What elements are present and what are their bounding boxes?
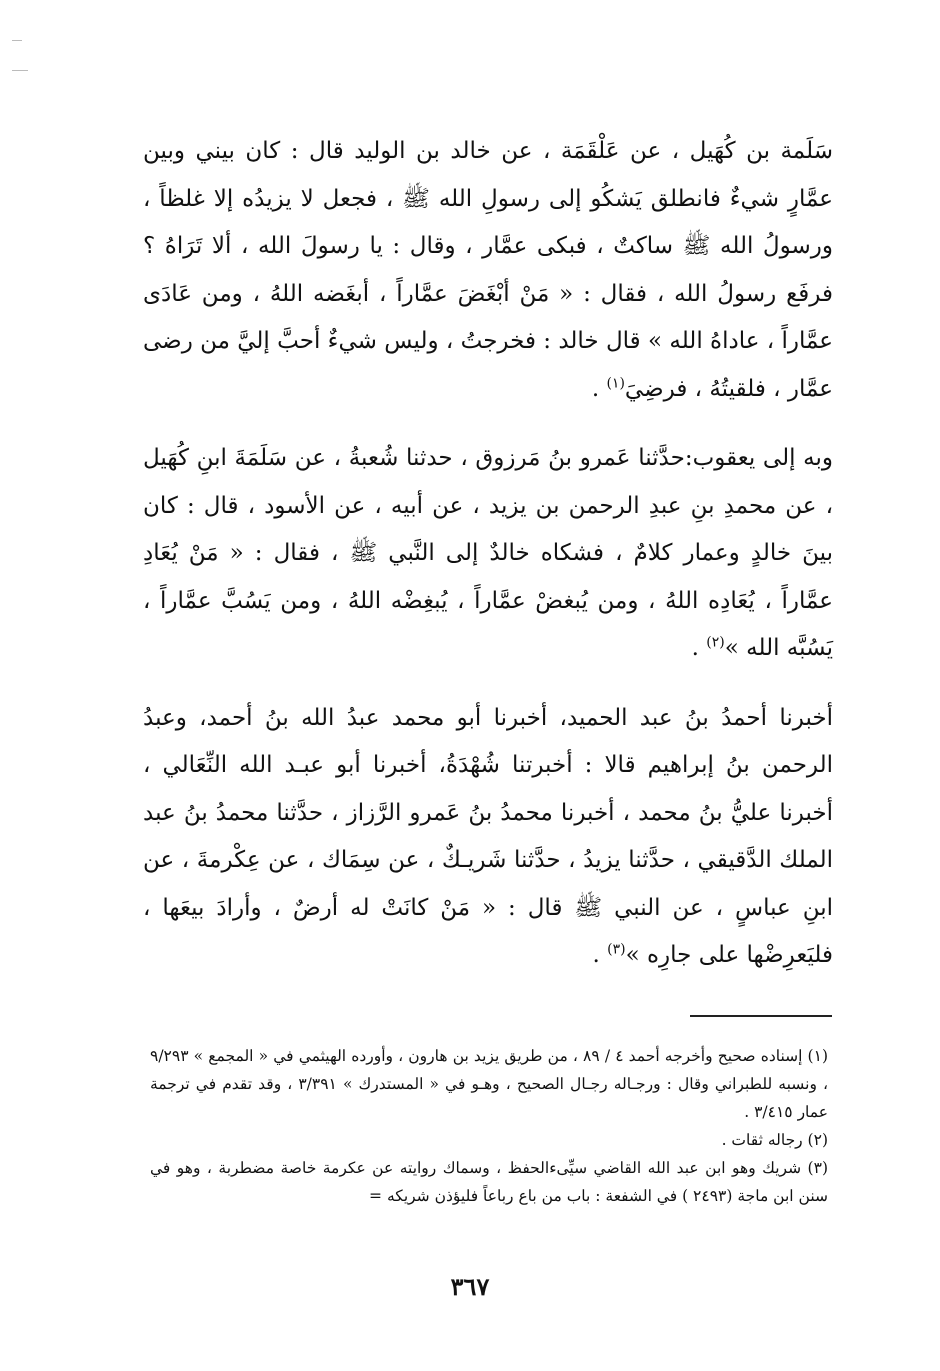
paragraph xyxy=(143,435,833,673)
footnote-ref: (٢) xyxy=(706,634,725,651)
paragraph-text: سَلَمة بن كُهَيل ، عن عَلْقَمَة ، عن خالد بن الوليد قال : كان بيني وبين عمَّارٍ شيءٌ فانطلق يَشكُو إلى رسولِ الله ﷺ ، فجعل لا يزيدُه إلا غلظاً ، ورسولُ الله ﷺ ساكتٌ ، فبكى عمَّار ، وقال : يا رسولَ الله ، ألا تَرَاهُ ؟ فرفَع رسولُ الله ، فقال : « مَنْ أبْغَضَ عمَّاراً ، أبغَضه اللهُ ، ومن عَادَى عمَّاراً ، عاداهُ الله » قال خالد : فخرجتُ ، وليس شيءٌ أحبَّ إليَّ من رضى عمَّار ، فلقيتُهُ ، فرضِيَ xyxy=(143,138,833,402)
paragraph xyxy=(143,695,833,980)
footnote-ref: (٣) xyxy=(607,941,626,958)
footnote: (٣) شريك وهو ابن عبد الله القاضي سيِّىءالحفظ ، وسماك روايته عن عكرمة خاصة مضطربة ، وهو في سنن ابن ماجة (٢٤٩٣ ) في الشفعة : باب من باع رباعاً فليؤذن شريكه = xyxy=(150,1159,828,1205)
footnotes xyxy=(150,1042,828,1210)
footnote: (١) إسناده صحيح وأخرجه أحمد ٤ / ٨٩ ، من طريق يزيد بن هارون ، وأورده الهيثمي في « المجمع » ٩/٢٩٣ ، ونسبه للطبراني وقال : ورجـاله رجـال الصحيح ، وهـو في « المستدرك » ٣/٣٩١ ، وقد تقدم في ترجمة عمار ٣/٤١٥ . xyxy=(150,1047,829,1121)
scan-mark xyxy=(12,40,22,41)
paragraph-text: أخبرنا أحمدُ بنُ عبد الحميد، أخبرنا أبو محمد عبدُ الله بنُ أحمد، وعبدُ الرحمن بنُ إبراهيم قالا : أخبرتنا شُهْدَةُ، أخبرنا أبو عبـد الله النِّعَالي ، أخبرنا عليُّ بنُ محمد ، أخبرنا محمدُ بنُ عَمرو الرَّزاز ، حدَّثنا محمدُ بنُ عبد الملك الدَّقيقي ، حدَّثنا يزيدُ ، حدَّثنا شَريـكٌ ، عن سِمَاك ، عن عِكْرمةَ ، عن ابنِ عباسٍ ، عن النبي ﷺ قال : « مَنْ كانَتْ له أرضٌ ، وأرادَ بيعَها ، فليَعرِضْها على جارِه » xyxy=(143,704,833,968)
main-text xyxy=(143,128,833,980)
footnote: (٢) رجاله ثقات . xyxy=(721,1131,828,1149)
paragraph xyxy=(143,128,833,413)
paragraph-end: . xyxy=(592,942,608,968)
footnote-ref: (١) xyxy=(606,374,625,391)
paragraph-text: وبه إلى يعقوب:حدَّثنا عَمرو بنُ مَرزوق ، حدثنا شُعبةُ ، عن سَلَمَةَ ابنِ كُهَيل ، عن محمدِ بنِ عبدِ الرحمن بن يزيد ، عن أبيه ، عن الأسود ، قال : كان بينَ خالدٍ وعمار كلامٌ ، فشكاه خالدٌ إلى النَّبي ﷺ ، فقال : « مَنْ يُعَادِ عمَّاراً ، يُعَادِه اللهُ ، ومن يُبغضْ عمَّاراً ، يُبغِضْه اللهُ ، ومن يَسُبَّ عمَّاراً ، يَسُبَّه الله » xyxy=(143,445,833,661)
footnote-separator xyxy=(690,1015,832,1017)
page-number: ٣٦٧ xyxy=(450,1272,490,1301)
paragraph-end: . xyxy=(591,375,607,402)
paragraph-end: . xyxy=(691,635,707,661)
scan-mark xyxy=(12,70,28,71)
